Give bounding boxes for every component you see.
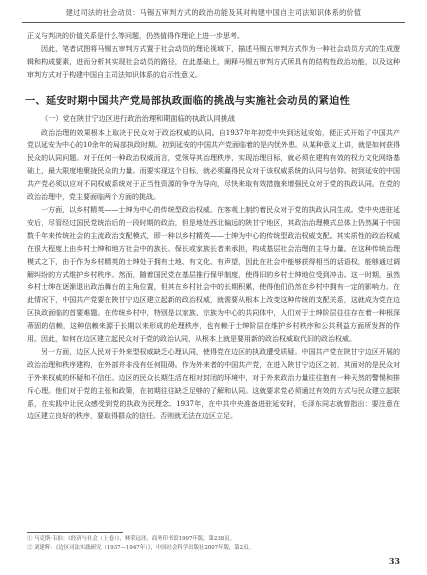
page-number: 33 (388, 556, 400, 566)
footnotes (27, 535, 400, 553)
footnote-rule (27, 532, 123, 533)
body-paragraph-1: 政治治理的效果根本上取决于民众对于政治权威的认同。自1937年年初党中央到达延安始，便正式开始了中国共产党以延安为中心的10余年的局部执政时期。初到延安的中国共产党面临着的是内忧外患。从某种意义上讲，就是如何获得民众的认同问题。对于任何一种政治权威而言，党领导其治理秩序，实现治理目标，就必须在建构有效的权力文化网络基础上，最大限度地聚拢民众的力量。而要实现这个目标，就必须赢得民众对于该权威系统的认同与信仰。初到延安的中国共产党必须以应对不同权威系统对于正当性资源的争夺为导向，尽快来取有效措施来增强民众对于党的执政认同。在党的政治治理中，党主要面临两个方面的挑战。 (27, 128, 400, 202)
footnote-1: ① 马克斯·韦伯：《经济与社会（上卷）》，林荣远译，商务印书馆1997年版，第238页。 (27, 536, 236, 542)
subsection-heading: （一）党在陕甘宁边区进行政治治理和期面临的执政认同挑战 (41, 113, 236, 123)
body-paragraph-2: 一方面，以乡村精英——士绅为中心的传统型政治权威。在客观上制约着民众对于党的执政认同生成。党中央进驻延安后，尽管经过国民党统治后的一段时期的政治，但是地处西北偏远的陕甘宁地区，其政治治理模式总体上仍然属于中国数千年来传统社会的主流政治支配模式，即一种以乡村精英——士绅为中心的传统型政治权威支配。其实质性的政治权威在很大程度上由乡村士绅和地方社会中的族长、保长或家族长者来承担，构成基层社会治理的主导力量。在这种传统治理模式之下，由于作为乡村精英的士绅处于拥有土地、有文化、有声望，因此在社会中能够获得相当的话语权，能够通过调解纠纷的方式维护乡村秩序。然而，随着国民党在基层推行保甲制度，使得旧的乡村士绅地位受到冲击。这一时期，虽然乡村士绅在逐渐退出政治舞台的主角位置，但其在乡村社会中的长期积累，使得他们仍然在乡村中拥有一定的影响力。在此情况下，中国共产党要在陕甘宁边区建立起新的政治权威，就需要从根本上改变这种传统的支配关系，这就成为党在边区执政面临的首要难题。在传统乡村中，特别是以家族、宗族为中心的共同体中，人们对于士绅阶层往往存在着一种根深蒂固的信赖，这种信赖来源于长期以来形成的伦理秩序，也有赖于士绅阶层在维护乡村秩序和公共利益方面所发挥的作用。因此，如何在边区建立起民众对于党的政治认同，从根本上就是要用新的政治权威取代旧的政治权威。 (27, 205, 400, 344)
section-heading: 一、延安时期中国共产党局部执政面临的挑战与实施社会动员的紧迫性 (25, 95, 351, 107)
footnote-2: ② 刘建辉：《边区司法实践研究（1937—1947年）》，中国社会科学出版社2007年版，第2页。 (27, 545, 254, 551)
intro-paragraph-1: 正义与判决的价值关系是什么等问题，仍然值得作理论上进一步思考。 (27, 32, 244, 40)
running-header: 建过司法的社会动员：马锡五审判方式的政治功能及其对构建中国自主司法知识体系的价值 (65, 8, 362, 17)
body-paragraph-3: 另一方面，边区人民对于外来型权威缺乏心理认同，使得党在边区的执政遭受质疑。中国共产党在陕甘宁边区开展的政治治理和秩序建构，在外部并非没有任何阻碍。作为外来者的中国共产党，在进入陕甘宁边区之初，其面对的是民众对于外来权威的怀疑和不信任。边区的民众长期生活在相对封闭的环境中，对于外来政治力量往往抱有一种天然的警惕和排斥心理。他们对于党的主张和政策，在初期往往缺乏足够的了解和认同。这就要求党必须通过有效的方式与民众建立起联系，在实践中让民众感受到党的执政为民理念。1937年，在中共中央准备进驻延安时，毛泽东同志就曾指出：要注意在边区建立良好的秩序，要取得群众的信任。否则就无法在边区立足。 (27, 347, 400, 421)
article-body (27, 30, 400, 423)
intro-paragraph-2: 因此，笔者试图将马锡五审判方式置于社会动员的理论视域下，描述马锡五审判方式作为一种社会动员方式的生成逻辑和构成要素，进而分析其实现社会动员的路径，在此基础上，阐释马锡五审判方式所具有的结构性政治功能，以及这种审判方式对于构建中国自主司法知识体系的启示性意义。 (27, 44, 400, 79)
header-rule (22, 22, 405, 23)
